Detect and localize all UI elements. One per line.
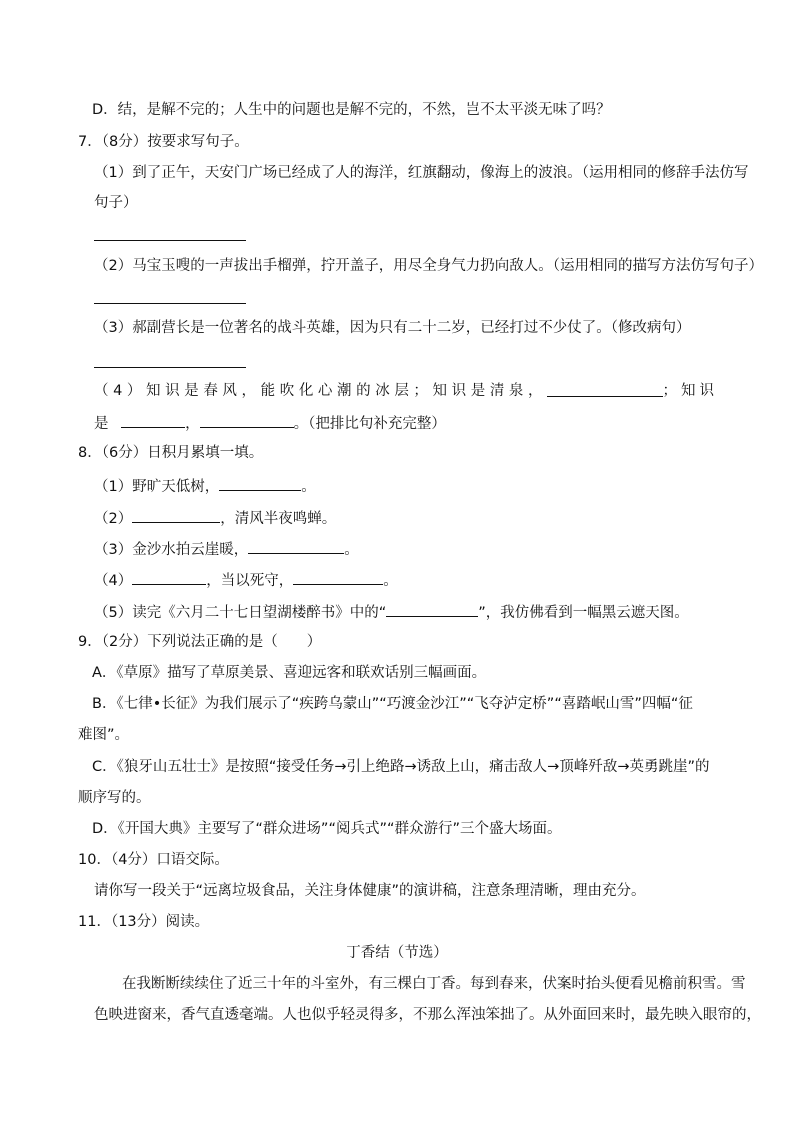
q7-sentence-1-line-1: （1）到了正午，天安门广场已经成了人的海洋，红旗翻动，像海上的波浪。（运用相同的修辞手法仿写: [94, 165, 749, 181]
q8-item-2-text: （2）: [94, 511, 133, 527]
q8-blank-3[interactable]: [248, 538, 344, 554]
q7-answer-line-1[interactable]: [94, 240, 246, 241]
q8-item-5: [94, 601, 689, 621]
q8-item-3-text: （3）金沙水拍云崖暖，: [94, 542, 249, 558]
q8-heading: 8．（6分）日积月累填一填。: [78, 445, 264, 461]
q9-option-c-line-1[interactable]: C．《狼牙山五壮士》是按照“接受任务→引上绝路→诱敌上山，痛击敌人→顶峰歼敌→英勇跳崖”的: [92, 759, 710, 775]
q7-answer-line-2[interactable]: [94, 303, 246, 304]
q7-blank-2[interactable]: [121, 412, 185, 428]
q9-option-a[interactable]: A．《草原》描写了草原美景、喜迎远客和联欢话别三幅画面。: [92, 665, 487, 681]
q11-paragraph-line-1: 在我断断续续住了近三十年的斗室外，有三棵白丁香。每到春来，伏案时抬头便看见檐前积雪。雪: [122, 976, 746, 992]
q8-item-1: [94, 475, 316, 495]
q11-passage-title: 丁香结（节选）: [346, 945, 448, 961]
q7-sentence-4-text-e: 。（把排比句补充完整）: [293, 416, 446, 432]
q7-sentence-2: （2）马宝玉嗖的一声拔出手榴弹，拧开盖子，用尽全身气力扔向敌人。（运用相同的描写方法仿写句子）: [94, 258, 763, 274]
q9-heading: 9．（2分）下列说法正确的是（ ）: [78, 634, 322, 650]
q7-sentence-4-text-d: ，: [185, 416, 200, 432]
q7-sentence-4-line-1: [94, 381, 718, 401]
q8-item-4: [94, 569, 398, 589]
q7-heading: 7．（8分）按要求写句子。: [78, 134, 249, 150]
q9-option-d[interactable]: D．《开国大典》主要写了“群众进场”“阅兵式”“群众游行”三个盛大场面。: [92, 821, 562, 837]
q8-item-3-end: 。: [344, 542, 359, 558]
q7-answer-line-3[interactable]: [94, 367, 246, 368]
q8-blank-1[interactable]: [219, 475, 301, 491]
q11-paragraph-line-2: 色映进窗来，香气直透毫端。人也似乎轻灵得多，不那么浑浊笨拙了。从外面回来时，最先映入眼帘的，: [94, 1007, 761, 1023]
q9-option-b-line-1[interactable]: B．《七律•长征》为我们展示了“疾跨乌蒙山”“巧渡金沙江”“飞夺泸定桥”“喜踏岷山雪”四幅“征: [92, 696, 693, 712]
q6-option-d: D．结，是解不完的；人生中的问题也是解不完的，不然，岂不太平淡无味了吗？: [92, 102, 611, 118]
q7-sentence-4-text-c: 是: [94, 416, 109, 432]
q8-item-2: [94, 507, 336, 527]
q8-item-1-text: （1）野旷天低树，: [94, 479, 220, 495]
q9-option-c-line-2: 顺序写的。: [78, 790, 151, 806]
q8-item-4-mid: ，当以死守，: [206, 573, 294, 589]
q7-blank-3[interactable]: [200, 412, 294, 428]
q8-item-3: [94, 538, 359, 558]
q8-item-5-end: ”，我仿佛看到一幅黑云遮天图。: [478, 605, 689, 621]
q11-heading: 11．（13分）阅读。: [78, 914, 210, 930]
q8-item-1-end: 。: [301, 479, 316, 495]
q8-blank-2[interactable]: [132, 507, 220, 523]
q7-sentence-3: （3）郝副营长是一位著名的战斗英雄，因为只有二十二岁，已经打过不少仗了。（修改病句）: [94, 320, 691, 336]
q7-blank-1[interactable]: [547, 381, 662, 397]
q7-sentence-1-line-2: 句子）: [94, 195, 138, 211]
q9-option-b-line-2: 难图”。: [78, 727, 130, 743]
q7-sentence-4-text-b: ；知识: [662, 383, 718, 399]
q7-sentence-4-text-a: （4）知识是春风，能吹化心潮的冰层；知识是清泉，: [94, 383, 548, 399]
q10-heading: 10．（4分）口语交际。: [78, 852, 229, 868]
q7-sentence-4-line-2: [94, 412, 446, 432]
q8-blank-6[interactable]: [386, 601, 478, 617]
q8-item-4-text: （4）: [94, 573, 133, 589]
q8-blank-5[interactable]: [293, 569, 383, 585]
q8-item-5-text: （5）读完《六月二十七日望湖楼醉书》中的“: [94, 605, 387, 621]
q8-blank-4[interactable]: [132, 569, 206, 585]
q8-item-2-end: ，清风半夜鸣蝉。: [220, 511, 337, 527]
q8-item-4-end: 。: [383, 573, 398, 589]
q10-body: 请你写一段关于“远离垃圾食品，关注身体健康”的演讲稿，注意条理清晰，理由充分。: [94, 883, 646, 899]
